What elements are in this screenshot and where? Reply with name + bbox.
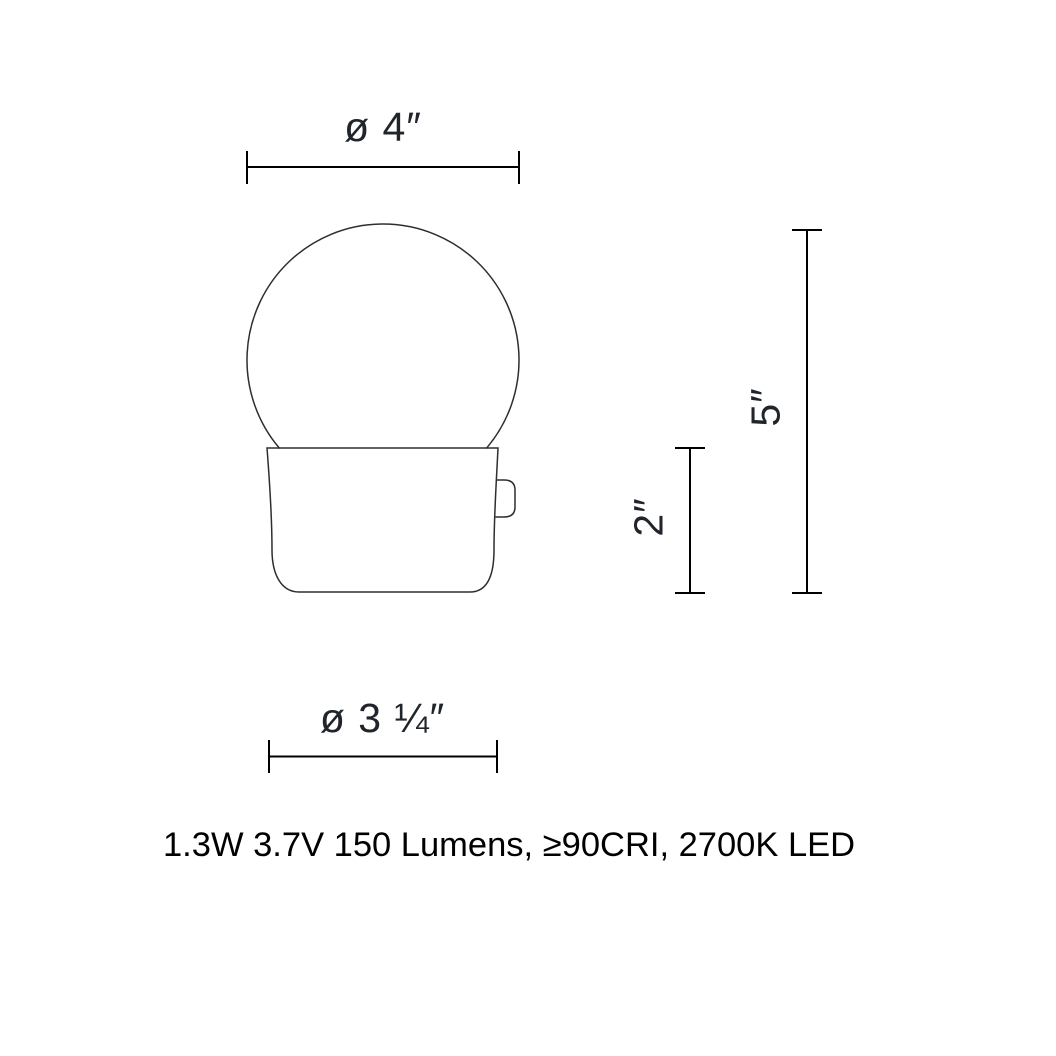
base-outline: [267, 448, 498, 592]
globe-diameter-dimension: [247, 151, 519, 184]
overall-height-label: 5″: [742, 387, 789, 427]
globe-outline: [247, 224, 519, 448]
overall-height-dimension: [792, 230, 822, 593]
spec-text: 1.3W 3.7V 150 Lumens, ≥90CRI, 2700K LED: [163, 826, 856, 864]
base-height-dimension: [675, 448, 705, 593]
switch-knob-outline: [496, 480, 515, 517]
base-diameter-label: ø 3 ¼″: [319, 695, 446, 741]
globe-diameter-label: ø 4″: [344, 104, 422, 150]
base-height-label: 2″: [625, 497, 672, 537]
base-diameter-dimension: [269, 740, 497, 773]
